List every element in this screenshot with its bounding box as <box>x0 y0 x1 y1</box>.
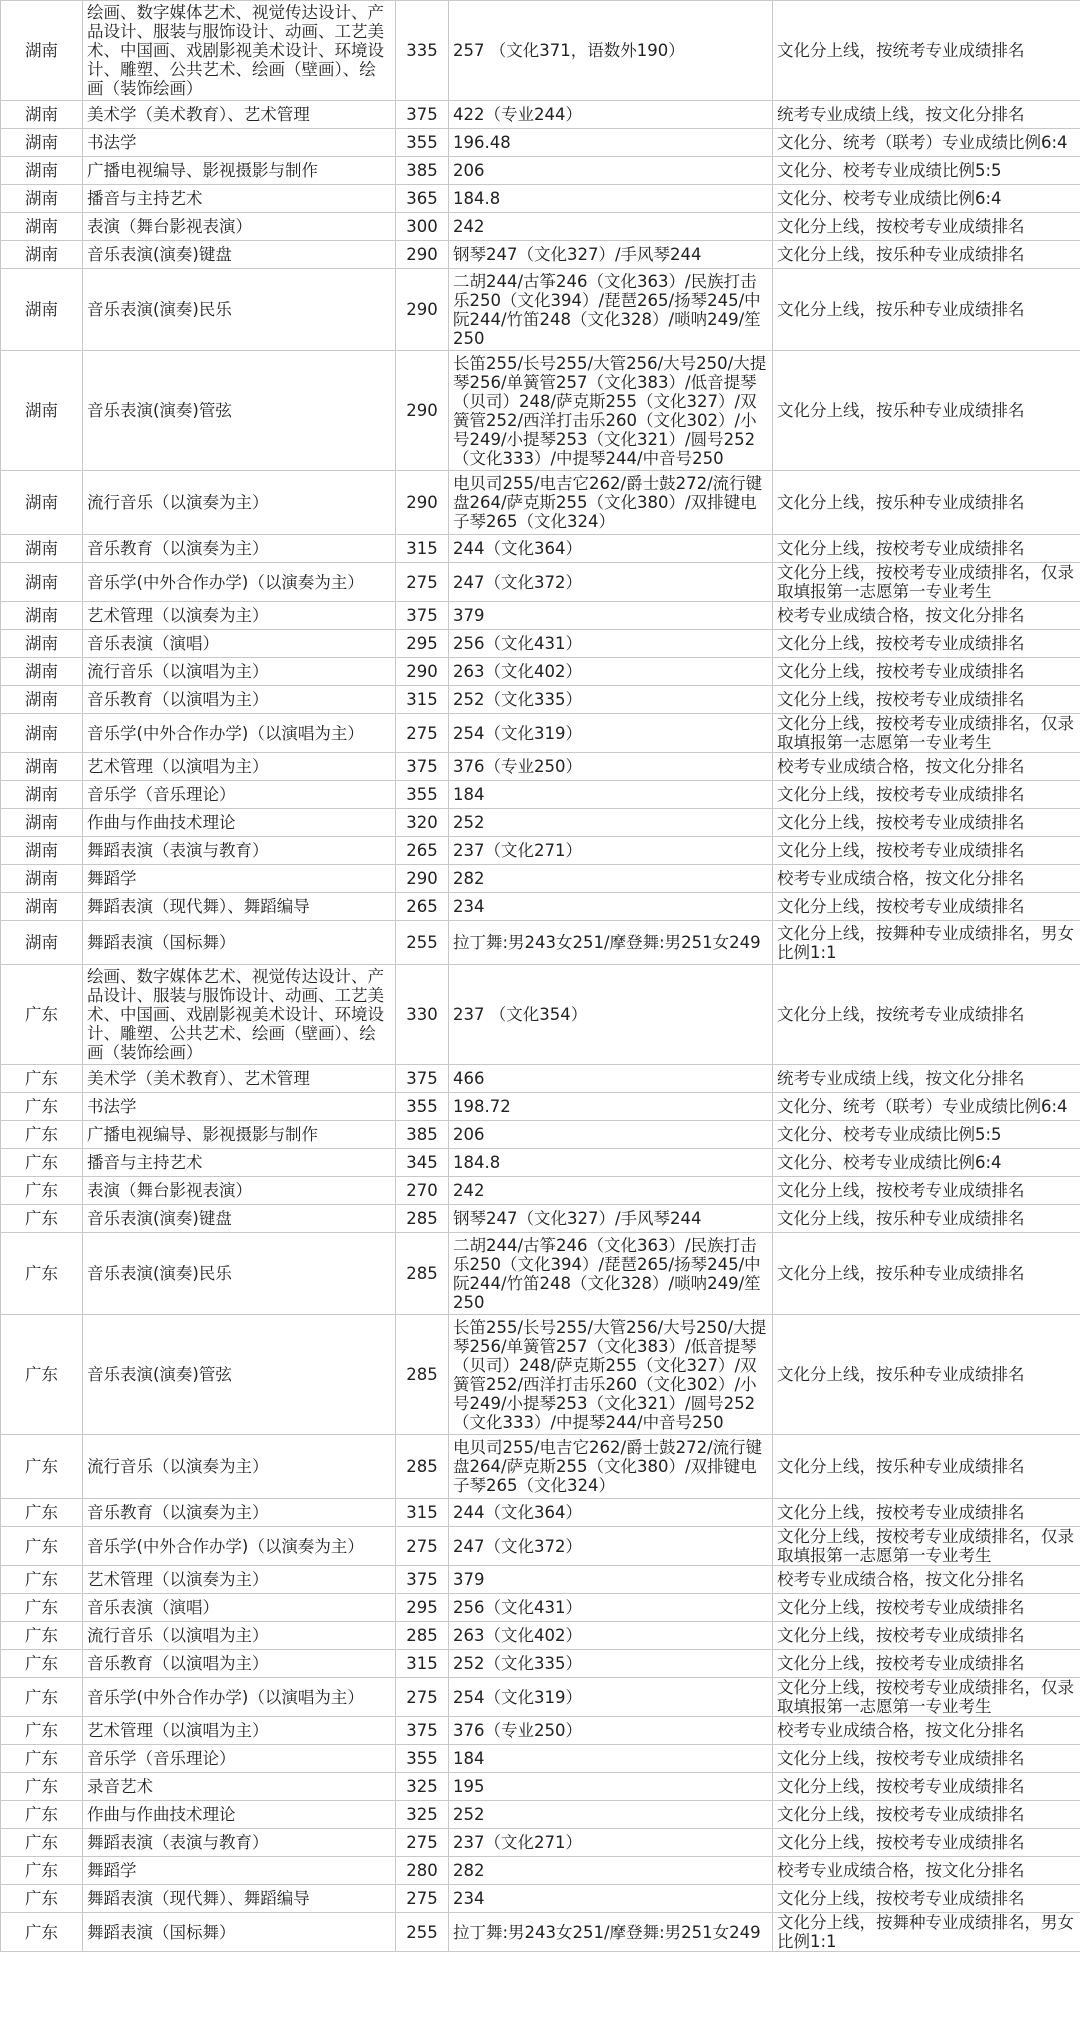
major-cell: 广播电视编导、影视摄影与制作 <box>83 1121 396 1149</box>
major-cell: 流行音乐（以演唱为主） <box>83 658 396 686</box>
major-cell: 艺术管理（以演唱为主） <box>83 753 396 781</box>
admission-rule-cell: 文化分上线，按校考专业成绩排名，仅录取填报第一志愿第一专业考生 <box>773 563 1080 602</box>
province-cell: 广东 <box>1 1717 83 1745</box>
min-score-cell: 355 <box>396 1745 449 1773</box>
admission-rule-cell: 文化分上线，按校考专业成绩排名 <box>773 1801 1080 1829</box>
cutoff-score-cell: 263（文化402） <box>449 658 773 686</box>
province-cell: 广东 <box>1 1121 83 1149</box>
cutoff-score-cell: 256（文化431） <box>449 630 773 658</box>
min-score-cell: 275 <box>396 563 449 602</box>
min-score-cell: 375 <box>396 602 449 630</box>
table-body <box>1 1 1080 1952</box>
cutoff-score-cell: 拉丁舞:男243女251/摩登舞:男251女249 <box>449 921 773 965</box>
min-score-cell: 315 <box>396 535 449 563</box>
province-cell: 湖南 <box>1 781 83 809</box>
major-cell: 音乐表演(演奏)键盘 <box>83 1205 396 1233</box>
province-cell: 湖南 <box>1 1 83 101</box>
cutoff-score-cell: 244（文化364） <box>449 1499 773 1527</box>
province-cell: 湖南 <box>1 563 83 602</box>
admission-rule-cell: 文化分上线，按舞种专业成绩排名，男女比例1:1 <box>773 1913 1080 1952</box>
major-cell: 舞蹈表演（表演与教育） <box>83 1829 396 1857</box>
province-cell: 湖南 <box>1 809 83 837</box>
province-cell: 广东 <box>1 1885 83 1913</box>
table-row <box>1 1594 1080 1622</box>
province-cell: 湖南 <box>1 714 83 753</box>
province-cell: 广东 <box>1 1527 83 1566</box>
min-score-cell: 345 <box>396 1149 449 1177</box>
min-score-cell: 385 <box>396 157 449 185</box>
cutoff-score-cell: 198.72 <box>449 1093 773 1121</box>
min-score-cell: 355 <box>396 129 449 157</box>
cutoff-score-cell: 206 <box>449 157 773 185</box>
cutoff-score-cell: 242 <box>449 1177 773 1205</box>
major-cell: 音乐表演(演奏)民乐 <box>83 269 396 351</box>
min-score-cell: 325 <box>396 1773 449 1801</box>
cutoff-score-cell: 252 <box>449 809 773 837</box>
min-score-cell: 280 <box>396 1857 449 1885</box>
min-score-cell: 270 <box>396 1177 449 1205</box>
major-cell: 音乐教育（以演奏为主） <box>83 1499 396 1527</box>
province-cell: 广东 <box>1 965 83 1065</box>
table-row <box>1 1065 1080 1093</box>
cutoff-score-cell: 195 <box>449 1773 773 1801</box>
table-row <box>1 965 1080 1065</box>
cutoff-score-cell: 二胡244/古筝246（文化363）/民族打击乐250（文化394）/琵琶265/扬琴245/中阮244/竹笛248（文化328）/唢呐249/笙250 <box>449 269 773 351</box>
table-row <box>1 1177 1080 1205</box>
admission-rule-cell: 文化分上线，按校考专业成绩排名，仅录取填报第一志愿第一专业考生 <box>773 714 1080 753</box>
admission-rule-cell: 校考专业成绩合格，按文化分排名 <box>773 602 1080 630</box>
table-row <box>1 351 1080 471</box>
province-cell: 湖南 <box>1 129 83 157</box>
major-cell: 流行音乐（以演唱为主） <box>83 1622 396 1650</box>
table-row <box>1 1205 1080 1233</box>
table-row <box>1 185 1080 213</box>
province-cell: 湖南 <box>1 269 83 351</box>
cutoff-score-cell: 234 <box>449 1885 773 1913</box>
cutoff-score-cell: 263（文化402） <box>449 1622 773 1650</box>
major-cell: 舞蹈表演（国标舞） <box>83 1913 396 1952</box>
cutoff-score-cell: 长笛255/长号255/大管256/大号250/大提琴256/单簧管257（文化383）/低音提琴（贝司）248/萨克斯255（文化327）/双簧管252/西洋打击乐260（文化302）/小号249/小提琴253（文化321）/圆号252（文化333）/中提琴244/中音号250 <box>449 351 773 471</box>
admission-rule-cell: 文化分上线，按校考专业成绩排名 <box>773 1499 1080 1527</box>
province-cell: 广东 <box>1 1913 83 1952</box>
province-cell: 湖南 <box>1 471 83 535</box>
min-score-cell: 290 <box>396 241 449 269</box>
admission-rule-cell: 文化分上线，按统考专业成绩排名 <box>773 965 1080 1065</box>
cutoff-score-cell: 247（文化372） <box>449 563 773 602</box>
min-score-cell: 255 <box>396 1913 449 1952</box>
cutoff-score-cell: 184.8 <box>449 185 773 213</box>
major-cell: 表演（舞台影视表演） <box>83 213 396 241</box>
major-cell: 表演（舞台影视表演） <box>83 1177 396 1205</box>
table-row <box>1 686 1080 714</box>
admission-rule-cell: 文化分上线，按校考专业成绩排名 <box>773 1594 1080 1622</box>
major-cell: 绘画、数字媒体艺术、视觉传达设计、产品设计、服装与服饰设计、动画、工艺美术、中国画、戏剧影视美术设计、环境设计、雕塑、公共艺术、绘画（壁画）、绘画（装饰绘画） <box>83 965 396 1065</box>
min-score-cell: 275 <box>396 1527 449 1566</box>
min-score-cell: 265 <box>396 893 449 921</box>
province-cell: 湖南 <box>1 241 83 269</box>
admission-rule-cell: 文化分上线，按校考专业成绩排名 <box>773 1650 1080 1678</box>
admission-rule-cell: 文化分、统考（联考）专业成绩比例6:4 <box>773 1093 1080 1121</box>
major-cell: 录音艺术 <box>83 1773 396 1801</box>
province-cell: 广东 <box>1 1065 83 1093</box>
admission-rule-cell: 文化分上线，按校考专业成绩排名，仅录取填报第一志愿第一专业考生 <box>773 1678 1080 1717</box>
table-row <box>1 865 1080 893</box>
province-cell: 广东 <box>1 1093 83 1121</box>
admission-rule-cell: 文化分上线，按校考专业成绩排名 <box>773 1829 1080 1857</box>
admission-rule-cell: 文化分、校考专业成绩比例6:4 <box>773 185 1080 213</box>
min-score-cell: 355 <box>396 781 449 809</box>
table-row <box>1 1857 1080 1885</box>
province-cell: 湖南 <box>1 893 83 921</box>
province-cell: 湖南 <box>1 157 83 185</box>
major-cell: 舞蹈学 <box>83 865 396 893</box>
admission-rule-cell: 文化分上线，按舞种专业成绩排名，男女比例1:1 <box>773 921 1080 965</box>
min-score-cell: 275 <box>396 1885 449 1913</box>
min-score-cell: 375 <box>396 1717 449 1745</box>
cutoff-score-cell: 254（文化319） <box>449 1678 773 1717</box>
admission-rule-cell: 文化分上线，按校考专业成绩排名 <box>773 893 1080 921</box>
major-cell: 书法学 <box>83 1093 396 1121</box>
province-cell: 广东 <box>1 1829 83 1857</box>
table-row <box>1 921 1080 965</box>
admission-rule-cell: 文化分上线，按乐种专业成绩排名 <box>773 471 1080 535</box>
table-row <box>1 1913 1080 1952</box>
admission-rule-cell: 文化分上线，按校考专业成绩排名 <box>773 1773 1080 1801</box>
admission-rule-cell: 文化分上线，按校考专业成绩排名，仅录取填报第一志愿第一专业考生 <box>773 1527 1080 1566</box>
cutoff-score-cell: 282 <box>449 865 773 893</box>
major-cell: 绘画、数字媒体艺术、视觉传达设计、产品设计、服装与服饰设计、动画、工艺美术、中国画、戏剧影视美术设计、环境设计、雕塑、公共艺术、绘画（壁画）、绘画（装饰绘画） <box>83 1 396 101</box>
province-cell: 广东 <box>1 1499 83 1527</box>
cutoff-score-cell: 252 <box>449 1801 773 1829</box>
cutoff-score-cell: 376（专业250） <box>449 1717 773 1745</box>
province-cell: 湖南 <box>1 865 83 893</box>
major-cell: 美术学（美术教育）、艺术管理 <box>83 101 396 129</box>
table-row <box>1 893 1080 921</box>
cutoff-score-cell: 237（文化271） <box>449 837 773 865</box>
province-cell: 湖南 <box>1 630 83 658</box>
major-cell: 广播电视编导、影视摄影与制作 <box>83 157 396 185</box>
admission-rule-cell: 文化分上线，按统考专业成绩排名 <box>773 1 1080 101</box>
min-score-cell: 295 <box>396 1594 449 1622</box>
province-cell: 广东 <box>1 1177 83 1205</box>
table-row <box>1 837 1080 865</box>
province-cell: 广东 <box>1 1857 83 1885</box>
table-row <box>1 563 1080 602</box>
admission-rule-cell: 文化分上线，按乐种专业成绩排名 <box>773 1315 1080 1435</box>
cutoff-score-cell: 252（文化335） <box>449 686 773 714</box>
table-row <box>1 809 1080 837</box>
major-cell: 舞蹈表演（现代舞）、舞蹈编导 <box>83 893 396 921</box>
province-cell: 湖南 <box>1 351 83 471</box>
province-cell: 广东 <box>1 1566 83 1594</box>
cutoff-score-cell: 252（文化335） <box>449 1650 773 1678</box>
province-cell: 湖南 <box>1 658 83 686</box>
min-score-cell: 325 <box>396 1801 449 1829</box>
major-cell: 流行音乐（以演奏为主） <box>83 471 396 535</box>
major-cell: 舞蹈表演（现代舞）、舞蹈编导 <box>83 1885 396 1913</box>
min-score-cell: 255 <box>396 921 449 965</box>
cutoff-score-cell: 256（文化431） <box>449 1594 773 1622</box>
admission-rule-cell: 文化分上线，按校考专业成绩排名 <box>773 686 1080 714</box>
cutoff-score-cell: 422（专业244） <box>449 101 773 129</box>
table-row <box>1 1149 1080 1177</box>
cutoff-score-cell: 206 <box>449 1121 773 1149</box>
province-cell: 湖南 <box>1 837 83 865</box>
cutoff-score-cell: 244（文化364） <box>449 535 773 563</box>
major-cell: 音乐教育（以演唱为主） <box>83 1650 396 1678</box>
table-row <box>1 630 1080 658</box>
admission-rule-cell: 文化分上线，按校考专业成绩排名 <box>773 1622 1080 1650</box>
province-cell: 广东 <box>1 1233 83 1315</box>
province-cell: 湖南 <box>1 686 83 714</box>
table-row <box>1 602 1080 630</box>
min-score-cell: 375 <box>396 753 449 781</box>
major-cell: 音乐表演(演奏)管弦 <box>83 1315 396 1435</box>
admission-rule-cell: 文化分上线，按校考专业成绩排名 <box>773 837 1080 865</box>
table-row <box>1 1566 1080 1594</box>
major-cell: 书法学 <box>83 129 396 157</box>
cutoff-score-cell: 254（文化319） <box>449 714 773 753</box>
province-cell: 广东 <box>1 1650 83 1678</box>
min-score-cell: 385 <box>396 1121 449 1149</box>
min-score-cell: 290 <box>396 658 449 686</box>
admission-rule-cell: 校考专业成绩合格，按文化分排名 <box>773 1717 1080 1745</box>
cutoff-score-cell: 184 <box>449 1745 773 1773</box>
table-row <box>1 714 1080 753</box>
min-score-cell: 330 <box>396 965 449 1065</box>
min-score-cell: 265 <box>396 837 449 865</box>
province-cell: 湖南 <box>1 213 83 241</box>
table-row <box>1 781 1080 809</box>
table-row <box>1 269 1080 351</box>
min-score-cell: 315 <box>396 1499 449 1527</box>
min-score-cell: 295 <box>396 630 449 658</box>
cutoff-score-cell: 234 <box>449 893 773 921</box>
admission-rule-cell: 文化分上线，按校考专业成绩排名 <box>773 1885 1080 1913</box>
admission-rule-cell: 文化分上线，按校考专业成绩排名 <box>773 658 1080 686</box>
table-row <box>1 213 1080 241</box>
admission-rule-cell: 统考专业成绩上线，按文化分排名 <box>773 101 1080 129</box>
min-score-cell: 285 <box>396 1233 449 1315</box>
min-score-cell: 285 <box>396 1435 449 1499</box>
admission-rule-cell: 文化分上线，按校考专业成绩排名 <box>773 630 1080 658</box>
cutoff-score-cell: 257 （文化371，语数外190） <box>449 1 773 101</box>
min-score-cell: 290 <box>396 269 449 351</box>
table-row <box>1 241 1080 269</box>
table-row <box>1 129 1080 157</box>
table-row <box>1 1499 1080 1527</box>
min-score-cell: 290 <box>396 351 449 471</box>
province-cell: 广东 <box>1 1745 83 1773</box>
cutoff-score-cell: 电贝司255/电吉它262/爵士鼓272/流行键盘264/萨克斯255（文化380）/双排键电子琴265（文化324） <box>449 471 773 535</box>
major-cell: 音乐学(中外合作办学)（以演奏为主） <box>83 1527 396 1566</box>
major-cell: 音乐表演(演奏)键盘 <box>83 241 396 269</box>
table-row <box>1 1829 1080 1857</box>
admission-rule-cell: 文化分、校考专业成绩比例5:5 <box>773 1121 1080 1149</box>
cutoff-score-cell: 379 <box>449 602 773 630</box>
cutoff-score-cell: 电贝司255/电吉它262/爵士鼓272/流行键盘264/萨克斯255（文化380）/双排键电子琴265（文化324） <box>449 1435 773 1499</box>
major-cell: 播音与主持艺术 <box>83 1149 396 1177</box>
major-cell: 舞蹈表演（表演与教育） <box>83 837 396 865</box>
min-score-cell: 375 <box>396 101 449 129</box>
major-cell: 音乐表演(演奏)民乐 <box>83 1233 396 1315</box>
table-row <box>1 1885 1080 1913</box>
major-cell: 播音与主持艺术 <box>83 185 396 213</box>
province-cell: 广东 <box>1 1773 83 1801</box>
major-cell: 音乐学（音乐理论） <box>83 1745 396 1773</box>
cutoff-score-cell: 282 <box>449 1857 773 1885</box>
cutoff-score-cell: 466 <box>449 1065 773 1093</box>
admission-rule-cell: 校考专业成绩合格，按文化分排名 <box>773 865 1080 893</box>
table-row <box>1 1121 1080 1149</box>
cutoff-score-cell: 379 <box>449 1566 773 1594</box>
admission-rule-cell: 校考专业成绩合格，按文化分排名 <box>773 1857 1080 1885</box>
major-cell: 作曲与作曲技术理论 <box>83 809 396 837</box>
admission-rule-cell: 文化分上线，按乐种专业成绩排名 <box>773 1233 1080 1315</box>
cutoff-score-cell: 钢琴247（文化327）/手风琴244 <box>449 1205 773 1233</box>
min-score-cell: 375 <box>396 1566 449 1594</box>
cutoff-score-cell: 钢琴247（文化327）/手风琴244 <box>449 241 773 269</box>
major-cell: 音乐学(中外合作办学)（以演唱为主） <box>83 714 396 753</box>
admission-rule-cell: 文化分上线，按校考专业成绩排名 <box>773 809 1080 837</box>
table-row <box>1 1233 1080 1315</box>
major-cell: 音乐表演（演唱） <box>83 1594 396 1622</box>
province-cell: 湖南 <box>1 921 83 965</box>
cutoff-score-cell: 196.48 <box>449 129 773 157</box>
cutoff-score-cell: 拉丁舞:男243女251/摩登舞:男251女249 <box>449 1913 773 1952</box>
table-row <box>1 535 1080 563</box>
province-cell: 广东 <box>1 1801 83 1829</box>
table-row <box>1 658 1080 686</box>
cutoff-score-cell: 247（文化372） <box>449 1527 773 1566</box>
province-cell: 广东 <box>1 1622 83 1650</box>
province-cell: 湖南 <box>1 101 83 129</box>
table-row <box>1 101 1080 129</box>
min-score-cell: 285 <box>396 1315 449 1435</box>
cutoff-score-cell: 184.8 <box>449 1149 773 1177</box>
province-cell: 广东 <box>1 1678 83 1717</box>
admission-rule-cell: 文化分、校考专业成绩比例5:5 <box>773 157 1080 185</box>
admission-rule-cell: 文化分上线，按校考专业成绩排名 <box>773 535 1080 563</box>
min-score-cell: 320 <box>396 809 449 837</box>
province-cell: 湖南 <box>1 535 83 563</box>
major-cell: 音乐表演(演奏)管弦 <box>83 351 396 471</box>
admission-rule-cell: 文化分上线，按乐种专业成绩排名 <box>773 351 1080 471</box>
major-cell: 音乐学(中外合作办学)（以演奏为主） <box>83 563 396 602</box>
table-row <box>1 1678 1080 1717</box>
cutoff-score-cell: 184 <box>449 781 773 809</box>
major-cell: 音乐教育（以演奏为主） <box>83 535 396 563</box>
major-cell: 艺术管理（以演奏为主） <box>83 1566 396 1594</box>
major-cell: 音乐教育（以演唱为主） <box>83 686 396 714</box>
major-cell: 艺术管理（以演奏为主） <box>83 602 396 630</box>
admission-rule-cell: 文化分上线，按乐种专业成绩排名 <box>773 241 1080 269</box>
province-cell: 湖南 <box>1 185 83 213</box>
major-cell: 音乐表演（演唱） <box>83 630 396 658</box>
admission-rule-cell: 统考专业成绩上线，按文化分排名 <box>773 1065 1080 1093</box>
min-score-cell: 290 <box>396 471 449 535</box>
admission-rule-cell: 校考专业成绩合格，按文化分排名 <box>773 753 1080 781</box>
province-cell: 广东 <box>1 1205 83 1233</box>
province-cell: 湖南 <box>1 753 83 781</box>
min-score-cell: 300 <box>396 213 449 241</box>
admission-rule-cell: 文化分、校考专业成绩比例6:4 <box>773 1149 1080 1177</box>
table-row <box>1 1622 1080 1650</box>
min-score-cell: 315 <box>396 1650 449 1678</box>
major-cell: 美术学（美术教育）、艺术管理 <box>83 1065 396 1093</box>
admission-rule-cell: 文化分上线，按校考专业成绩排名 <box>773 1177 1080 1205</box>
min-score-cell: 290 <box>396 865 449 893</box>
province-cell: 广东 <box>1 1435 83 1499</box>
major-cell: 流行音乐（以演奏为主） <box>83 1435 396 1499</box>
province-cell: 广东 <box>1 1149 83 1177</box>
min-score-cell: 375 <box>396 1065 449 1093</box>
province-cell: 湖南 <box>1 602 83 630</box>
table-row <box>1 753 1080 781</box>
admission-rule-cell: 文化分上线，按校考专业成绩排名 <box>773 213 1080 241</box>
admission-rule-cell: 文化分上线，按乐种专业成绩排名 <box>773 1205 1080 1233</box>
admission-rule-cell: 文化分、统考（联考）专业成绩比例6:4 <box>773 129 1080 157</box>
cutoff-score-cell: 长笛255/长号255/大管256/大号250/大提琴256/单簧管257（文化383）/低音提琴（贝司）248/萨克斯255（文化327）/双簧管252/西洋打击乐260（文化302）/小号249/小提琴253（文化321）/圆号252（文化333）/中提琴244/中音号250 <box>449 1315 773 1435</box>
min-score-cell: 335 <box>396 1 449 101</box>
min-score-cell: 275 <box>396 1829 449 1857</box>
min-score-cell: 365 <box>396 185 449 213</box>
admission-rule-cell: 文化分上线，按乐种专业成绩排名 <box>773 1435 1080 1499</box>
min-score-cell: 285 <box>396 1205 449 1233</box>
table-row <box>1 1650 1080 1678</box>
table-row <box>1 1527 1080 1566</box>
table-row <box>1 1773 1080 1801</box>
province-cell: 广东 <box>1 1315 83 1435</box>
admission-rule-cell: 文化分上线，按校考专业成绩排名 <box>773 781 1080 809</box>
table-row <box>1 1717 1080 1745</box>
table-row <box>1 1093 1080 1121</box>
cutoff-score-cell: 376（专业250） <box>449 753 773 781</box>
min-score-cell: 355 <box>396 1093 449 1121</box>
major-cell: 作曲与作曲技术理论 <box>83 1801 396 1829</box>
min-score-cell: 275 <box>396 1678 449 1717</box>
table-row <box>1 471 1080 535</box>
min-score-cell: 315 <box>396 686 449 714</box>
cutoff-score-cell: 237 （文化354） <box>449 965 773 1065</box>
admission-rule-cell: 文化分上线，按乐种专业成绩排名 <box>773 269 1080 351</box>
cutoff-score-cell: 二胡244/古筝246（文化363）/民族打击乐250（文化394）/琵琶265/扬琴245/中阮244/竹笛248（文化328）/唢呐249/笙250 <box>449 1233 773 1315</box>
table-row <box>1 1745 1080 1773</box>
table-row <box>1 1315 1080 1435</box>
table-row <box>1 1435 1080 1499</box>
cutoff-score-cell: 237（文化271） <box>449 1829 773 1857</box>
major-cell: 音乐学（音乐理论） <box>83 781 396 809</box>
major-cell: 舞蹈学 <box>83 1857 396 1885</box>
major-cell: 音乐学(中外合作办学)（以演唱为主） <box>83 1678 396 1717</box>
min-score-cell: 285 <box>396 1622 449 1650</box>
table-row <box>1 1801 1080 1829</box>
cutoff-score-cell: 242 <box>449 213 773 241</box>
admission-rule-cell: 文化分上线，按校考专业成绩排名 <box>773 1745 1080 1773</box>
admission-rule-cell: 校考专业成绩合格，按文化分排名 <box>773 1566 1080 1594</box>
province-cell: 广东 <box>1 1594 83 1622</box>
table-row <box>1 1 1080 101</box>
table-row <box>1 157 1080 185</box>
major-cell: 舞蹈表演（国标舞） <box>83 921 396 965</box>
major-cell: 艺术管理（以演唱为主） <box>83 1717 396 1745</box>
min-score-cell: 275 <box>396 714 449 753</box>
